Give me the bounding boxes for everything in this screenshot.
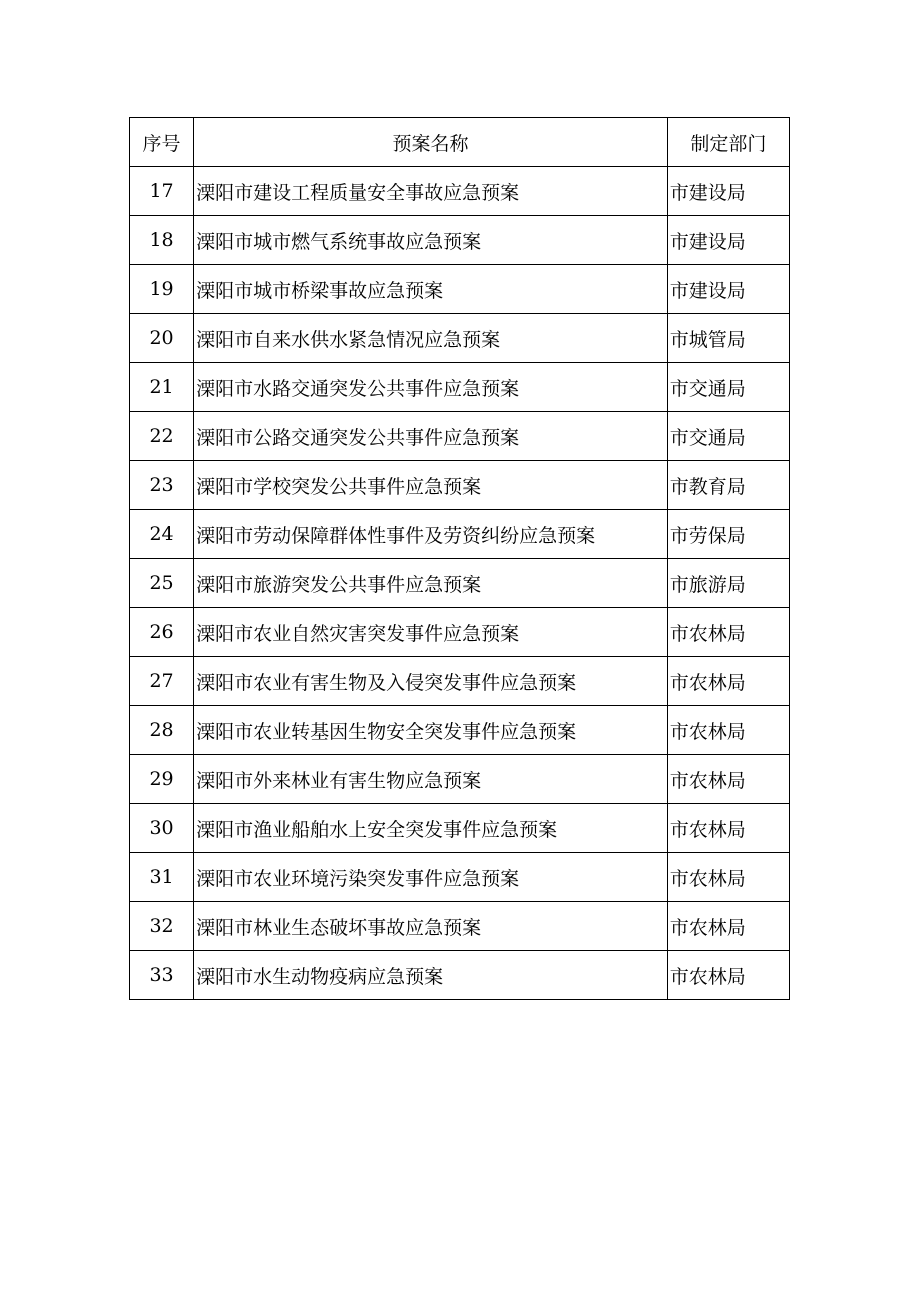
row-department: 市建设局 xyxy=(667,265,789,314)
table-row xyxy=(130,510,790,559)
row-department: 市农林局 xyxy=(667,657,789,706)
row-plan-name: 溧阳市外来林业有害生物应急预案 xyxy=(194,755,668,804)
row-seq: 22 xyxy=(130,412,194,461)
table-row xyxy=(130,951,790,1000)
table-row xyxy=(130,461,790,510)
row-seq: 31 xyxy=(130,853,194,902)
row-seq: 29 xyxy=(130,755,194,804)
table-row xyxy=(130,755,790,804)
row-plan-name: 溧阳市水生动物疫病应急预案 xyxy=(194,951,668,1000)
row-department: 市劳保局 xyxy=(667,510,789,559)
row-seq: 23 xyxy=(130,461,194,510)
row-department: 市旅游局 xyxy=(667,559,789,608)
row-department: 市城管局 xyxy=(667,314,789,363)
table-row xyxy=(130,804,790,853)
table-row xyxy=(130,853,790,902)
row-plan-name: 溧阳市农业环境污染突发事件应急预案 xyxy=(194,853,668,902)
table-row xyxy=(130,706,790,755)
row-department: 市建设局 xyxy=(667,167,789,216)
row-seq: 25 xyxy=(130,559,194,608)
table-row xyxy=(130,608,790,657)
table-row xyxy=(130,265,790,314)
table-row xyxy=(130,902,790,951)
row-seq: 24 xyxy=(130,510,194,559)
row-plan-name: 溧阳市城市桥梁事故应急预案 xyxy=(194,265,668,314)
row-plan-name: 溧阳市学校突发公共事件应急预案 xyxy=(194,461,668,510)
row-department: 市交通局 xyxy=(667,363,789,412)
row-plan-name: 溧阳市自来水供水紧急情况应急预案 xyxy=(194,314,668,363)
header-department: 制定部门 xyxy=(667,118,789,167)
table-header xyxy=(130,118,790,167)
emergency-plan-table xyxy=(129,117,790,1000)
row-plan-name: 溧阳市水路交通突发公共事件应急预案 xyxy=(194,363,668,412)
row-seq: 17 xyxy=(130,167,194,216)
header-seq: 序号 xyxy=(130,118,194,167)
row-department: 市农林局 xyxy=(667,755,789,804)
row-seq: 33 xyxy=(130,951,194,1000)
row-department: 市交通局 xyxy=(667,412,789,461)
row-plan-name: 溧阳市城市燃气系统事故应急预案 xyxy=(194,216,668,265)
table-body xyxy=(130,167,790,1000)
header-row xyxy=(130,118,790,167)
table-row xyxy=(130,216,790,265)
row-seq: 32 xyxy=(130,902,194,951)
row-department: 市农林局 xyxy=(667,804,789,853)
row-seq: 26 xyxy=(130,608,194,657)
row-seq: 21 xyxy=(130,363,194,412)
row-plan-name: 溧阳市公路交通突发公共事件应急预案 xyxy=(194,412,668,461)
row-seq: 28 xyxy=(130,706,194,755)
row-department: 市农林局 xyxy=(667,951,789,1000)
row-plan-name: 溧阳市农业有害生物及入侵突发事件应急预案 xyxy=(194,657,668,706)
row-plan-name: 溧阳市渔业船舶水上安全突发事件应急预案 xyxy=(194,804,668,853)
table-row xyxy=(130,167,790,216)
row-department: 市农林局 xyxy=(667,902,789,951)
row-plan-name: 溧阳市农业转基因生物安全突发事件应急预案 xyxy=(194,706,668,755)
row-department: 市农林局 xyxy=(667,706,789,755)
row-department: 市建设局 xyxy=(667,216,789,265)
table-row xyxy=(130,314,790,363)
row-plan-name: 溧阳市建设工程质量安全事故应急预案 xyxy=(194,167,668,216)
row-plan-name: 溧阳市农业自然灾害突发事件应急预案 xyxy=(194,608,668,657)
table-row xyxy=(130,657,790,706)
row-seq: 30 xyxy=(130,804,194,853)
table-row xyxy=(130,363,790,412)
row-seq: 18 xyxy=(130,216,194,265)
row-seq: 20 xyxy=(130,314,194,363)
row-seq: 27 xyxy=(130,657,194,706)
row-department: 市教育局 xyxy=(667,461,789,510)
table-row xyxy=(130,559,790,608)
row-plan-name: 溧阳市林业生态破坏事故应急预案 xyxy=(194,902,668,951)
row-plan-name: 溧阳市旅游突发公共事件应急预案 xyxy=(194,559,668,608)
row-seq: 19 xyxy=(130,265,194,314)
header-plan-name: 预案名称 xyxy=(194,118,668,167)
table-row xyxy=(130,412,790,461)
row-department: 市农林局 xyxy=(667,853,789,902)
row-plan-name: 溧阳市劳动保障群体性事件及劳资纠纷应急预案 xyxy=(194,510,668,559)
row-department: 市农林局 xyxy=(667,608,789,657)
